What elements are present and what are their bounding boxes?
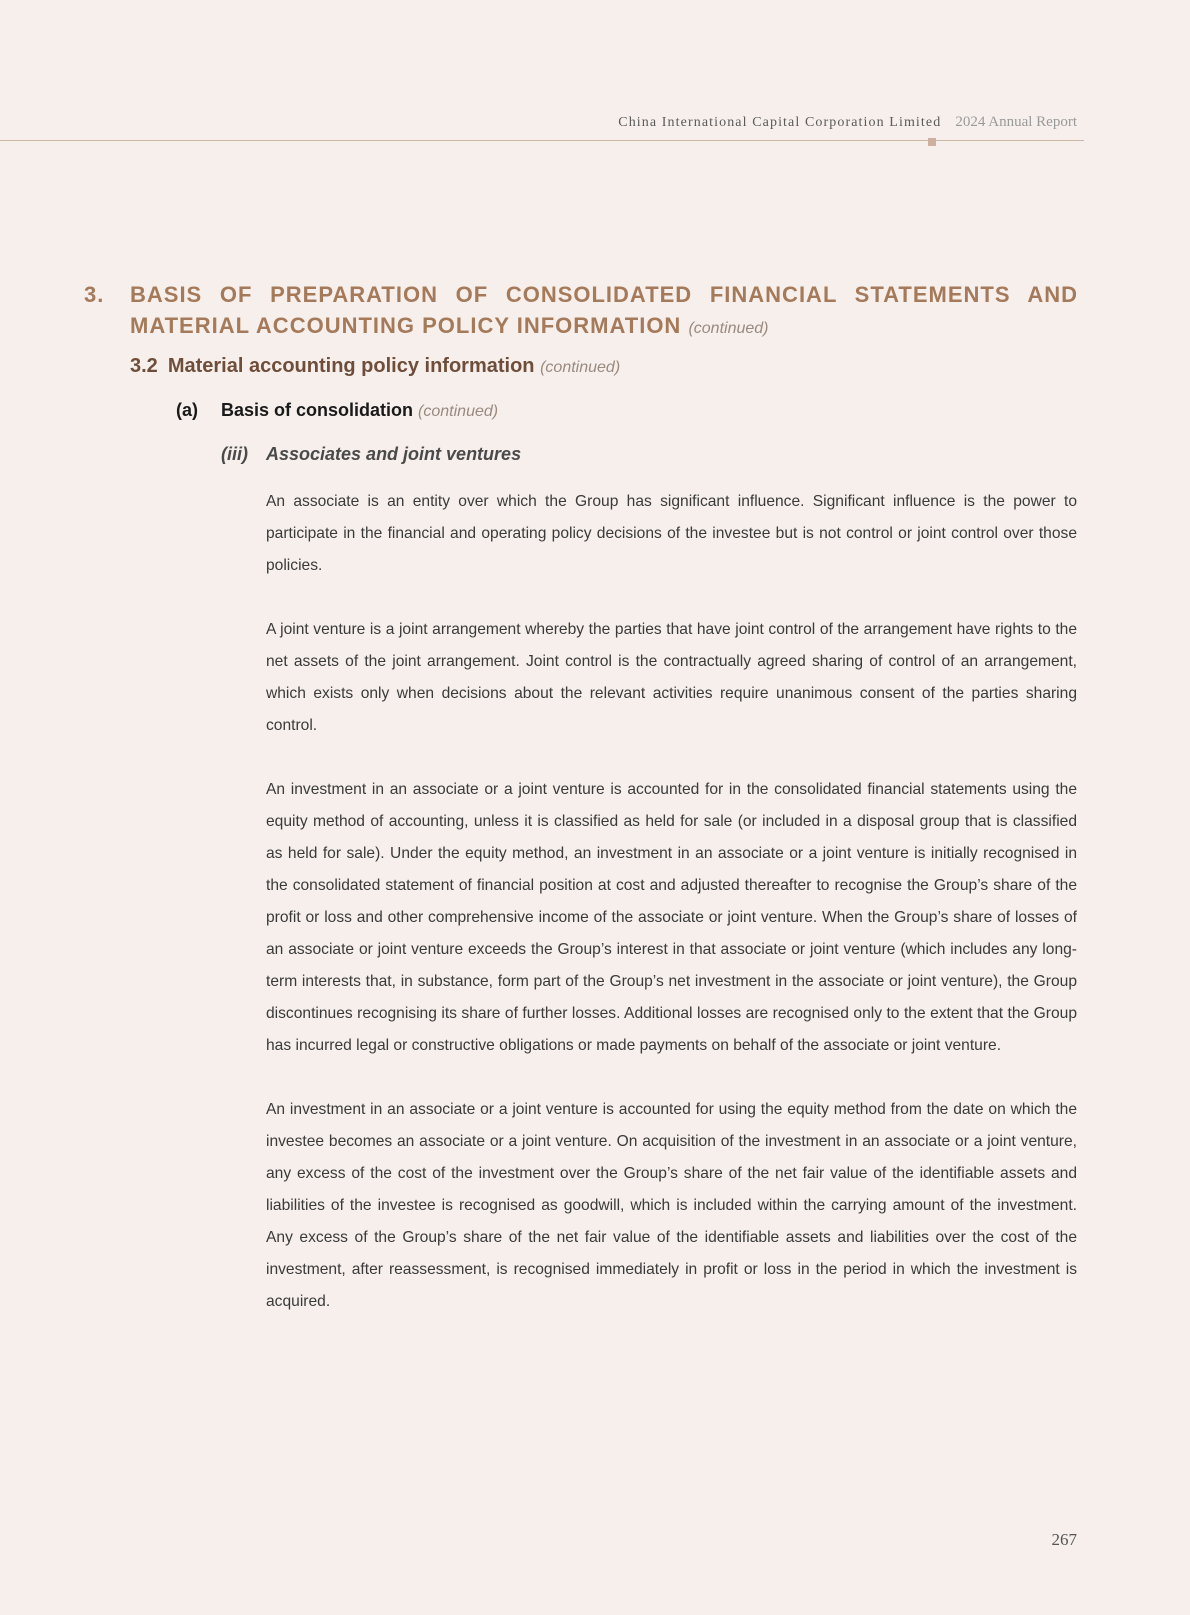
subsection-title: Material accounting policy information: [167, 355, 535, 377]
continued-label: (continued): [418, 403, 499, 420]
section-number: 3.: [84, 282, 105, 307]
subsubsection-title: Basis of consolidation: [221, 400, 414, 420]
paragraph: An investment in an associate or a joint venture is accounted for in the consolidated financial statements using the equity method of accounting, unless it is classified as held for sale (or included in a disposal group that is classified as held for sale). Under the equity method, an investment in an associate or a joint venture is initially recognised in the consolidated statement of financial position at cost and adjusted thereafter to recognise the Group’s share of the profit or loss and other comprehensive income of the associate or joint venture. When the Group’s share of losses of an associate or joint venture exceeds the Group’s interest in that associate or joint venture (which includes any long-term interests that, in substance, form part of the Group’s net investment in the associate or joint venture), the Group discontinues recognising its share of further losses. Additional losses are recognised only to the extent that the Group has incurred legal or constructive obligations or made payments on behalf of the associate or joint venture.: [266, 781, 1077, 1054]
item-title: Associates and joint ventures: [266, 444, 522, 464]
paragraph: An investment in an associate or a joint venture is accounted for using the equity method from the date on which the investee becomes an associate or a joint venture. On acquisition of the investment in an associate or a joint venture, any excess of the cost of the investment over the Group’s share of the net fair value of the identifiable assets and liabilities of the investee is recognised as goodwill, which is included within the carrying amount of the investment. Any excess of the Group’s share of the net fair value of the identifiable assets and liabilities over the cost of the investment, after reassessment, is recognised immediately in profit or loss in the period in which the investment is acquired.: [266, 1101, 1077, 1310]
subsubsection-number: (a): [176, 400, 198, 420]
section-title-line2: MATERIAL ACCOUNTING POLICY INFORMATION: [130, 313, 682, 338]
item-heading: [221, 444, 521, 465]
company-name: China International Capital Corporation Limited: [618, 115, 942, 130]
page-number: 267: [1051, 1530, 1077, 1549]
item-number: (iii): [221, 444, 248, 464]
header-rule: [0, 140, 1084, 141]
continued-label: (continued): [540, 359, 621, 376]
paragraph: An associate is an entity over which the Group has significant influence. Significant influence is the power to participate in the financial and operating policy decisions of the investee but is not control or joint control over those policies.: [266, 493, 1077, 574]
running-header: [618, 114, 1077, 131]
subsubsection-heading: [176, 400, 498, 421]
paragraph: A joint venture is a joint arrangement whereby the parties that have joint control of the arrangement have rights to the net assets of the joint arrangement. Joint control is the contractually agreed sharing of control of an arrangement, which exists only when decisions about the relevant activities require unanimous consent of the parties sharing control.: [266, 621, 1077, 734]
header-marker: [928, 138, 936, 146]
section-title-line1: BASIS OF PREPARATION OF CONSOLIDATED FINANCIAL STATEMENTS AND: [130, 282, 1078, 307]
subsection-number: 3.2: [130, 355, 158, 377]
report-title: 2024 Annual Report: [955, 114, 1077, 130]
subsection-heading: [130, 355, 620, 378]
body-text: [266, 486, 1077, 1350]
section-heading: [84, 279, 1078, 344]
continued-label: (continued): [688, 320, 769, 337]
